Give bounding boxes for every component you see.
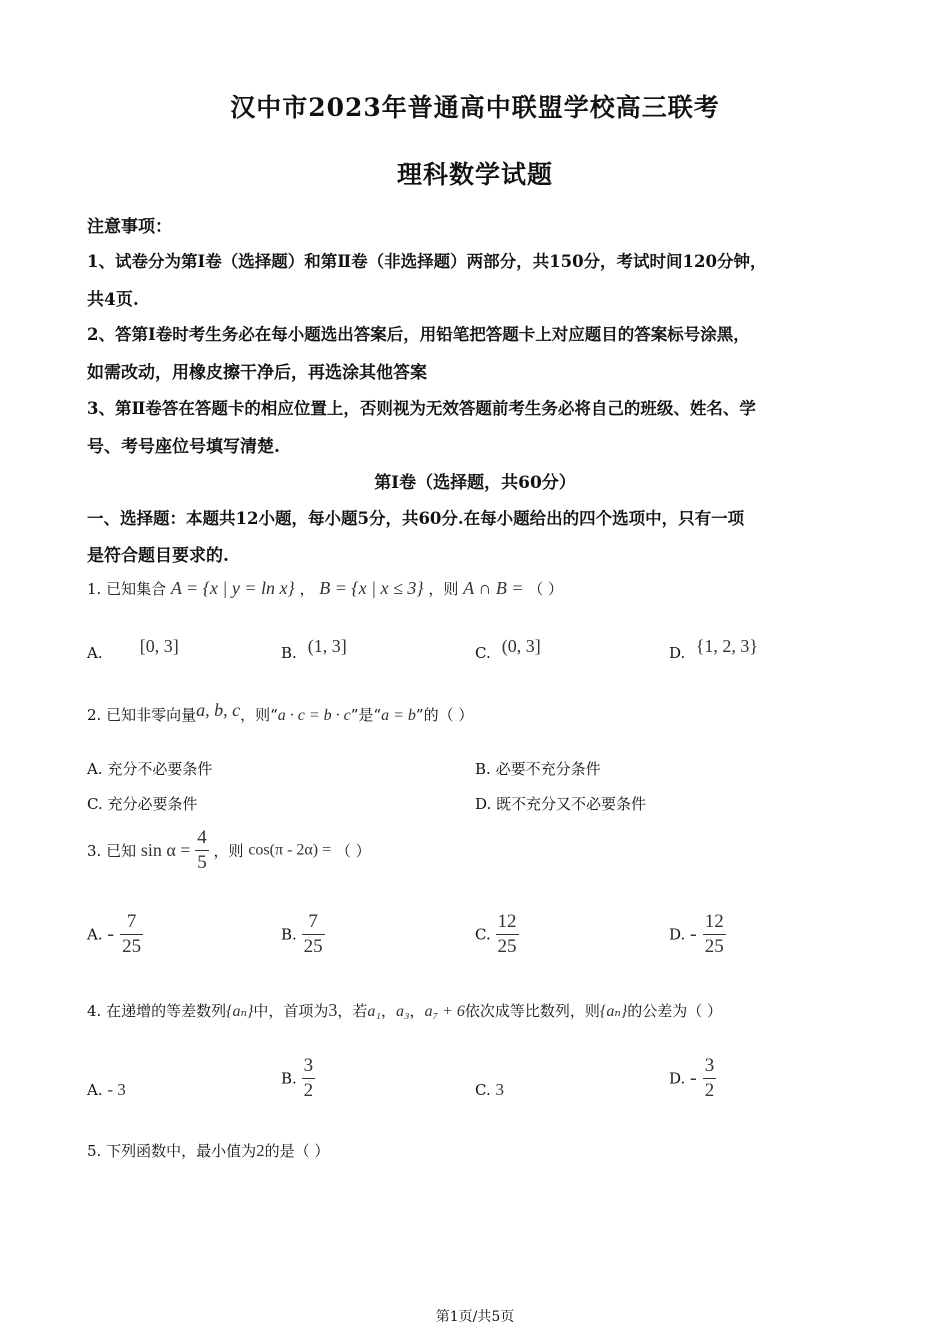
option-sign: -	[107, 923, 115, 945]
option-fraction	[302, 910, 325, 959]
q3-suffix: （ ）	[335, 842, 371, 860]
option-numerator: 7	[126, 911, 137, 932]
question-5	[87, 1140, 329, 1161]
q4-option-d[interactable]	[669, 1054, 716, 1103]
q4-term-7: a₇ + 6	[424, 1003, 465, 1020]
q5-suffix: 的是（ ）	[264, 1142, 330, 1160]
question-1	[87, 578, 563, 599]
q3-lhs: sin α =	[140, 840, 191, 860]
option-label: A.	[87, 644, 103, 662]
option-denominator: 25	[704, 936, 724, 957]
q2-suffix: ”的（ ）	[415, 706, 474, 724]
q4-prefix: 4. 在递增的等差数列	[87, 1002, 227, 1020]
option-label: B.	[281, 644, 297, 662]
question-4	[87, 1000, 722, 1021]
q4-mid3: 依次成等比数列，则	[464, 1002, 600, 1020]
option-value: [0, 3]	[139, 636, 179, 656]
option-numerator: 12	[704, 911, 724, 932]
option-label: A.	[87, 1081, 103, 1099]
q4-seq: {aₙ}	[226, 1003, 254, 1020]
q3-option-b[interactable]	[281, 910, 325, 959]
q3-option-d[interactable]	[669, 910, 726, 959]
option-label: C.	[475, 925, 491, 944]
option-label: C.	[475, 644, 491, 662]
q4-comma-2: ，	[409, 1002, 425, 1020]
q4-first: 3	[328, 1000, 338, 1020]
notice-item-1: 1、试卷分为第Ⅰ卷（选择题）和第Ⅱ卷（非选择题）两部分，共150分，考试时间120分钟，	[87, 252, 767, 271]
q3-option-c[interactable]	[475, 910, 519, 959]
notice-heading: 注意事项：	[87, 217, 172, 237]
q4-mid1: 中，首项为	[253, 1002, 329, 1020]
q1-option-a[interactable]	[87, 636, 179, 662]
q3-mid: ，则	[213, 842, 244, 860]
q4-option-a[interactable]	[87, 1080, 126, 1100]
option-denominator: 2	[303, 1080, 314, 1101]
notice-item-2: 2、答第Ⅰ卷时考生务必在每小题选出答案后，用铅笔把答题卡上对应题目的答案标号涂黑，	[87, 325, 750, 344]
q1-set-a: A = {x | y = ln x}	[170, 578, 295, 598]
notice-item-3-cont: 号、考号座位号填写清楚.	[87, 437, 280, 457]
q3-option-a[interactable]	[87, 910, 143, 959]
option-label: D.	[475, 795, 492, 813]
option-label: B.	[475, 760, 491, 778]
section-heading: 第Ⅰ卷（选择题，共60分）	[374, 473, 576, 493]
option-denominator: 2	[704, 1080, 715, 1101]
q3-fraction	[195, 826, 209, 875]
q1-option-d[interactable]	[669, 636, 758, 662]
q2-option-c[interactable]	[87, 793, 198, 814]
option-fraction	[302, 1054, 316, 1103]
q2-cond1: a · c = b · c	[277, 707, 351, 724]
q5-prefix: 5. 下列函数中，最小值为	[87, 1142, 257, 1160]
q1-suffix: （ ）	[528, 580, 564, 598]
option-value: 既不充分又不必要条件	[496, 795, 647, 813]
option-numerator: 3	[303, 1055, 314, 1076]
q3-prefix: 3. 已知	[87, 842, 137, 860]
q4-term-1: a₁	[367, 1003, 381, 1020]
q1-mid: ，则	[428, 580, 459, 598]
option-label: A.	[87, 925, 103, 944]
q2-option-d[interactable]	[475, 793, 646, 814]
option-fraction	[496, 910, 519, 959]
q1-option-b[interactable]	[281, 636, 347, 662]
option-label: B.	[281, 1069, 297, 1088]
q2-vectors: a, b, c	[196, 700, 241, 720]
q2-mid1: ，则“	[240, 706, 278, 724]
option-value: 充分必要条件	[107, 795, 198, 813]
notice-item-1-cont: 共4页.	[87, 290, 139, 310]
q2-cond2: a = b	[381, 707, 416, 724]
q1-prefix: 1. 已知集合	[87, 580, 167, 598]
q2-mid2: ”是“	[350, 706, 382, 724]
question-3	[87, 826, 371, 875]
page-subtitle: 理科数学试题	[396, 160, 553, 189]
option-fraction	[703, 910, 726, 959]
q4-option-c[interactable]	[475, 1080, 504, 1100]
option-label: B.	[281, 925, 297, 944]
option-numerator: 7	[308, 911, 318, 932]
option-value: {1, 2, 3}	[695, 636, 759, 656]
option-value: 3	[495, 1080, 504, 1099]
option-value: (0, 3]	[501, 636, 541, 656]
q5-value: 2	[256, 1141, 265, 1160]
option-label: C.	[475, 1081, 491, 1099]
q2-option-b[interactable]	[475, 758, 601, 779]
option-label: D.	[669, 644, 686, 662]
q3-expr: cos(π - 2α) =	[248, 841, 332, 859]
option-label: D.	[669, 925, 686, 944]
q1-option-c[interactable]	[475, 636, 541, 662]
option-sign: -	[690, 1067, 697, 1089]
question-2	[87, 700, 473, 725]
option-denominator: 25	[122, 936, 142, 957]
q3-denominator: 5	[197, 852, 207, 873]
section-intro: 一、选择题：本题共12小题，每小题5分，共60分.在每小题给出的四个选项中，只有一项	[87, 509, 745, 528]
option-sign: -	[690, 923, 697, 945]
option-value: - 3	[107, 1080, 126, 1099]
q3-numerator: 4	[197, 827, 207, 848]
q2-option-a[interactable]	[87, 758, 212, 779]
option-value: 必要不充分条件	[495, 760, 601, 778]
option-value: (1, 3]	[307, 636, 347, 656]
q1-set-b: B = {x | x ≤ 3}	[319, 578, 424, 598]
page-title: 汉中市2023年普通高中联盟学校高三联考	[230, 93, 720, 122]
q1-expr: A ∩ B =	[463, 578, 524, 598]
q2-prefix: 2. 已知非零向量	[87, 706, 197, 724]
q4-comma-1: ，	[380, 1002, 396, 1020]
q1-sep: ，	[299, 580, 315, 598]
notice-item-2-cont: 如需改动，用橡皮擦干净后，再选涂其他答案	[87, 363, 427, 383]
q4-option-b[interactable]	[281, 1054, 315, 1103]
option-denominator: 25	[497, 936, 517, 957]
section-intro-cont: 是符合题目要求的.	[87, 546, 229, 566]
notice-item-3: 3、第Ⅱ卷答在答题卡的相应位置上，否则视为无效答题前考生务必将自己的班级、姓名、学	[87, 399, 756, 418]
q4-seq-2: {aₙ}	[599, 1003, 628, 1020]
option-fraction	[703, 1054, 717, 1103]
option-label: A.	[87, 760, 103, 778]
option-label: D.	[669, 1069, 686, 1088]
q4-term-3: a₃	[395, 1003, 410, 1020]
page-number: 第1页/共5页	[435, 1309, 515, 1325]
option-value: 充分不必要条件	[107, 760, 213, 778]
option-denominator: 25	[303, 936, 323, 957]
option-numerator: 12	[497, 911, 517, 932]
option-fraction	[120, 910, 143, 959]
option-numerator: 3	[704, 1055, 715, 1076]
option-label: C.	[87, 795, 103, 813]
q4-suffix: 的公差为（ ）	[627, 1002, 722, 1020]
q4-mid2: ，若	[337, 1002, 368, 1020]
